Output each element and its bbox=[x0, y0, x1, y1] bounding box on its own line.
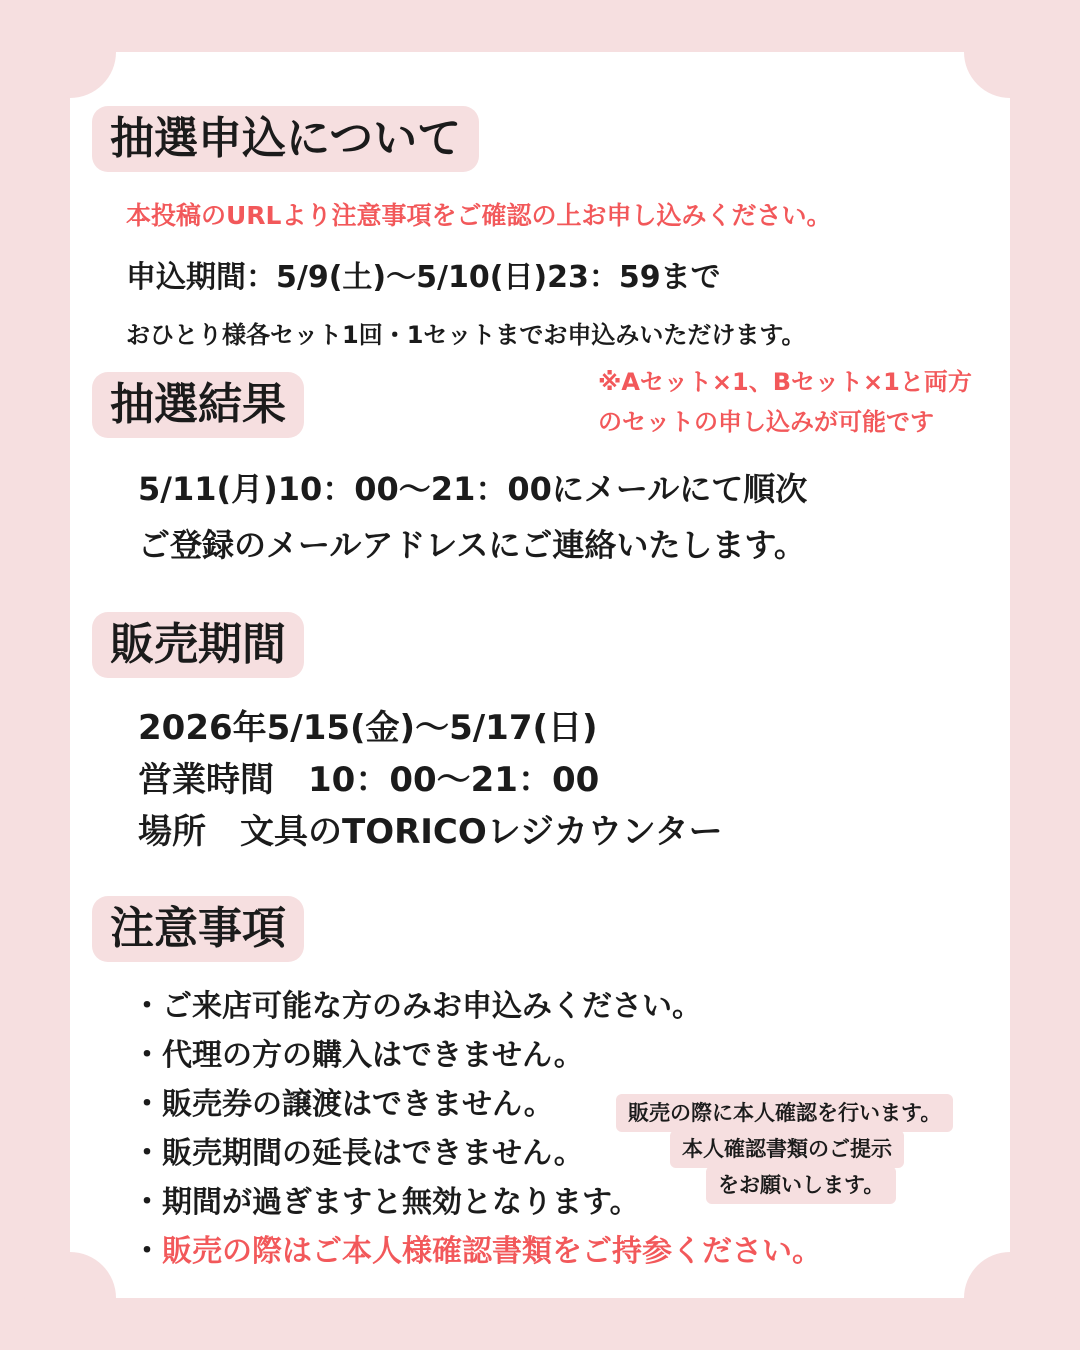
highlight-text: 販売の際はご本人様確認書類をご持参ください。 bbox=[162, 1234, 822, 1269]
callout-line2: 本人確認書類のご提示 bbox=[670, 1130, 904, 1168]
callout-line3: をお願いします。 bbox=[706, 1166, 896, 1204]
apply-warning: 本投稿のURLより注意事項をご確認の上お申し込みください。 bbox=[126, 201, 832, 230]
sale-heading: 販売期間 bbox=[92, 612, 304, 678]
notes-list-item: ・代理の方の購入はできません。 bbox=[132, 1038, 584, 1073]
apply-period: 申込期間：5/9(土)〜5/10(日)23：59まで bbox=[126, 260, 721, 295]
callout-line1: 販売の際に本人確認を行います。 bbox=[616, 1094, 953, 1132]
apply-note-line1: ※Aセット×1、Bセット×1と両方 bbox=[598, 368, 972, 396]
apply-note-line2: のセットの申し込みが可能です bbox=[598, 408, 934, 436]
notes-list-item-highlight bbox=[132, 1227, 822, 1276]
notes-heading: 注意事項 bbox=[92, 896, 304, 962]
result-heading: 抽選結果 bbox=[92, 372, 304, 438]
apply-heading: 抽選申込について bbox=[92, 106, 479, 172]
corner-notch bbox=[24, 1252, 116, 1344]
result-line2: ご登録のメールアドレスにご連絡いたします。 bbox=[138, 526, 806, 564]
corner-notch bbox=[964, 6, 1056, 98]
corner-notch bbox=[24, 6, 116, 98]
notes-list-item: ・販売券の譲渡はできません。 bbox=[132, 1087, 554, 1122]
corner-notch bbox=[964, 1252, 1056, 1344]
bullet: ・ bbox=[132, 1234, 162, 1269]
notes-list-item: ・販売期間の延長はできません。 bbox=[132, 1136, 584, 1171]
sale-hours: 営業時間 10：00〜21：00 bbox=[138, 760, 600, 800]
notes-list-item: ・ご来店可能な方のみお申込みください。 bbox=[132, 989, 702, 1024]
apply-limit: おひとり様各セット1回・1セットまでお申込みいただけます。 bbox=[126, 321, 806, 349]
result-line1: 5/11(月)10：00〜21：00にメールにて順次 bbox=[138, 470, 808, 508]
notes-list-item: ・期間が過ぎますと無効となります。 bbox=[132, 1185, 640, 1220]
sale-location: 場所 文具のTORICOレジカウンター bbox=[138, 812, 723, 852]
sale-date: 2026年5/15(金)〜5/17(日) bbox=[138, 708, 598, 748]
